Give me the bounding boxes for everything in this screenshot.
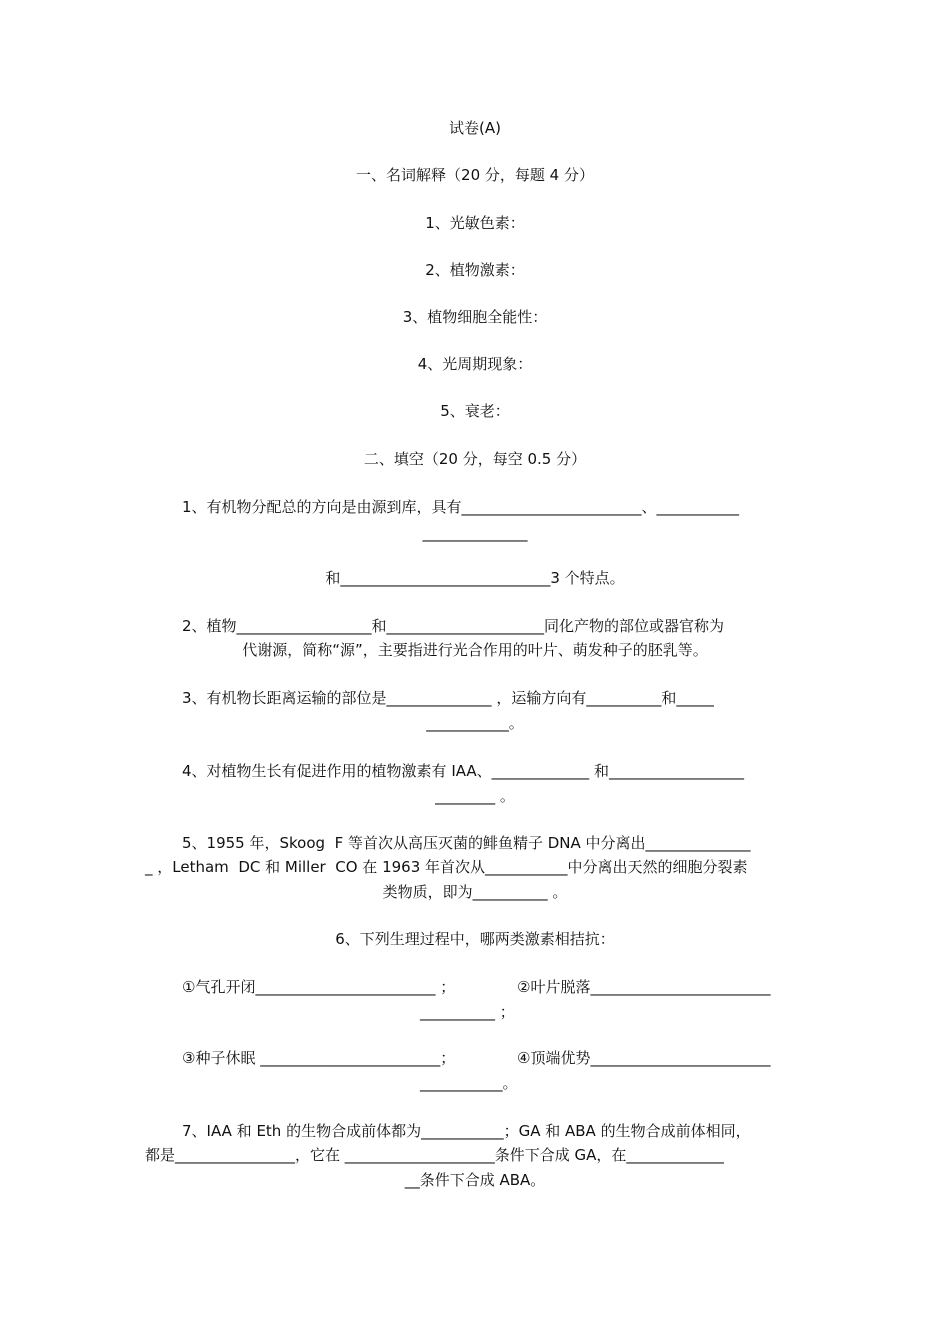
q3-line1: 3、有机物长距离运输的部位是______________ ，运输方向有__________和_____ — [182, 689, 714, 707]
q3-line2: ___________。 — [426, 714, 524, 732]
section2-heading: 二、填空（20 分，每空 0.5 分） — [363, 450, 587, 468]
term-item: 5、衰老： — [440, 402, 510, 420]
q1-line1: 1、有机物分配总的方向是由源到库，具有________________________、___________ — [182, 498, 740, 516]
q1-line2: ______________ — [422, 524, 528, 542]
q5-line3: 类物质，即为__________ 。 — [382, 883, 568, 901]
q6b-left: ③种子休眠 ________________________； — [182, 1049, 456, 1067]
q6b-cont: ___________。 — [420, 1074, 518, 1092]
exam-title: 试卷(A) — [449, 119, 501, 137]
q4-line1: 4、对植物生长有促进作用的植物激素有 IAA、_____________ 和__________________ — [182, 762, 744, 780]
q6a-right: ②叶片脱落________________________ — [517, 978, 771, 996]
term-item: 3、植物细胞全能性： — [402, 308, 548, 326]
term-item: 1、光敏色素： — [425, 214, 525, 232]
q4-line2: ________ 。 — [435, 787, 515, 805]
q6-prompt: 6、下列生理过程中，哪两类激素相拮抗： — [335, 930, 615, 948]
q6a-left: ①气孔开闭________________________ ； — [182, 978, 456, 996]
q5-line1: 5、1955 年，Skoog F 等首次从高压灭菌的鲱鱼精子 DNA 中分离出______________ — [182, 834, 751, 852]
q2-line2: 代谢源，简称“源”，主要指进行光合作用的叶片、萌发种子的胚乳等。 — [242, 641, 708, 659]
section1-heading: 一、名词解释（20 分，每题 4 分） — [356, 166, 594, 184]
q1-line3: 和____________________________3 个特点。 — [325, 569, 625, 587]
q7-line3: __条件下合成 ABA。 — [404, 1171, 546, 1189]
q7-line1: 7、IAA 和 Eth 的生物合成前体都为___________；GA 和 ABA 的生物合成前体相同， — [182, 1122, 751, 1140]
q5-line2: _ ，Letham DC 和 Miller CO 在 1963 年首次从___________中分离出天然的细胞分裂素 — [145, 858, 748, 876]
q6b-right: ④顶端优势________________________ — [517, 1049, 771, 1067]
q2-line1: 2、植物__________________和_____________________同化产物的部位或器官称为 — [182, 617, 725, 635]
term-item: 2、植物激素： — [425, 261, 525, 279]
term-item: 4、光周期现象： — [417, 355, 533, 373]
q7-line2: 都是________________，它在 ____________________条件下合成 GA，在_____________ — [145, 1146, 724, 1164]
q6a-cont: __________ ； — [420, 1003, 515, 1021]
